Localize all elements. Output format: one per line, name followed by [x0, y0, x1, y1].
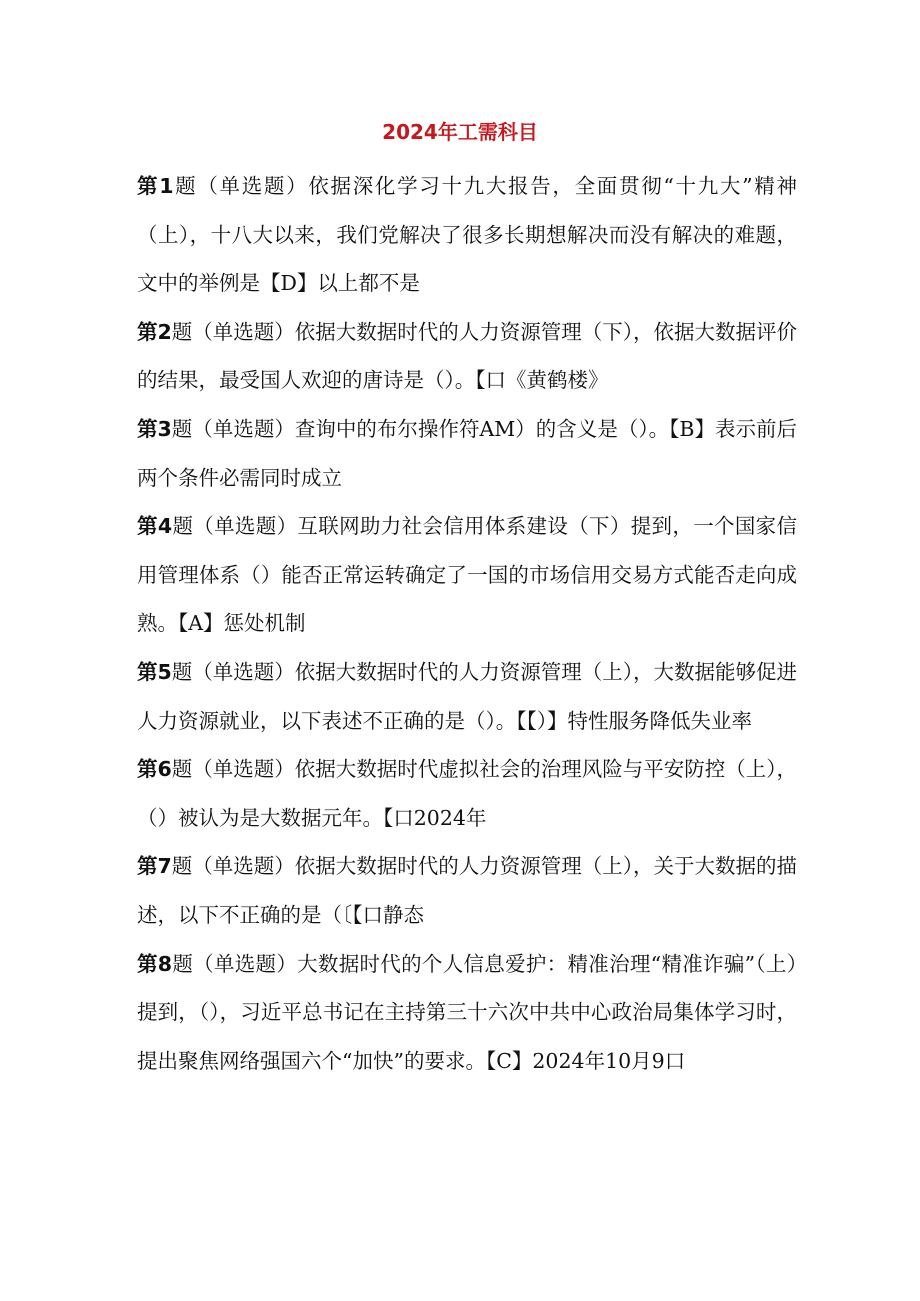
question-body: 题（单选题）查询中的布尔操作符AM）的含义是（）。【B】表示前后两个条件必需同时成立	[137, 416, 798, 490]
question-prefix: 第	[137, 514, 158, 539]
question-prefix: 第	[137, 757, 158, 782]
question-item	[137, 842, 797, 939]
question-number	[137, 417, 172, 441]
question-prefix: 第	[137, 174, 160, 198]
question-number	[137, 660, 172, 684]
question-index: 4	[157, 514, 173, 539]
question-prefix: 第	[137, 951, 158, 976]
question-item	[137, 162, 797, 308]
question-index: 1	[159, 174, 174, 198]
question-index: 7	[157, 854, 172, 879]
question-item	[137, 502, 797, 648]
question-item	[137, 745, 797, 842]
question-number	[137, 174, 173, 198]
question-number	[137, 757, 172, 781]
question-body: 题（单选题）互联网助力社会信用体系建设（下）提到，一个国家信用管理体系（）能否正常运转确定了一国的市场信用交易方式能否走向成熟。【A】惩处机制	[137, 514, 798, 636]
question-prefix: 第	[137, 854, 158, 879]
question-index: 3	[157, 416, 172, 441]
question-index: 5	[157, 659, 172, 684]
question-item	[137, 940, 797, 1086]
question-item	[137, 308, 797, 405]
question-body: 题（单选题）依据大数据时代的人力资源管理（上），关于大数据的描述，以下不正确的是（〔【口静态	[137, 854, 798, 927]
question-number	[137, 952, 172, 976]
question-index: 6	[157, 757, 172, 782]
question-prefix: 第	[137, 319, 158, 344]
question-body: 题（单选题）依据大数据时代的人力资源管理（下），依据大数据评价的结果，最受国人欢迎的唐诗是（）。【口《黄鹤楼》	[137, 319, 798, 393]
question-number	[137, 514, 172, 538]
question-list	[137, 162, 797, 1085]
question-body: 题（单选题）依据大数据时代的人力资源管理（上），大数据能够促进人力资源就业，以下表述不正确的是（）。【【）】特性服务降低失业率	[137, 659, 798, 733]
question-prefix: 第	[137, 416, 158, 441]
question-prefix: 第	[137, 659, 158, 684]
question-body: 题（单选题）大数据时代的个人信息爱护：精准治理“精准诈骗”（上）提到，（），习近平总书记在主持第三十六次中共中心政治局集体学习时，提出聚焦网络强国六个“加快”的要求。【C】2024年10月9口	[137, 951, 797, 1073]
question-number	[137, 854, 172, 878]
document-title: 2024年工需科目	[382, 120, 538, 144]
question-item	[137, 648, 797, 745]
question-body: 题（单选题）依据深化学习十九大报告，全面贯彻“十九大”精神（上），十八大以来，我们党解决了很多长期想解决而没有解决的难题，文中的举例是【D】以上都不是	[137, 174, 798, 296]
question-body: 题（单选题）依据大数据时代虚拟社会的治理风险与平安防控（上），（）被认为是大数据元年。【口2024年	[137, 757, 798, 830]
question-index: 8	[157, 951, 173, 976]
question-item	[137, 405, 797, 502]
question-index: 2	[157, 319, 172, 344]
question-number	[137, 320, 172, 344]
